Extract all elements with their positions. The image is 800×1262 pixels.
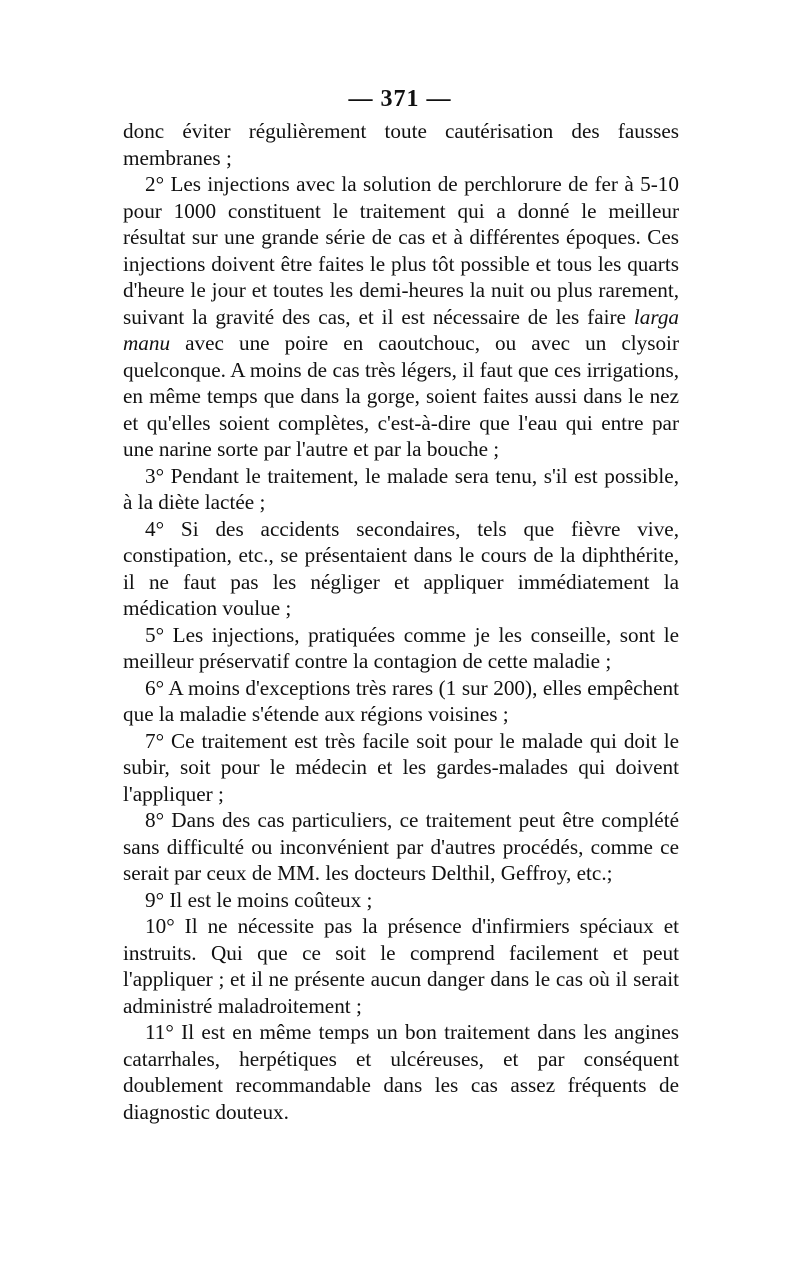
paragraph-item-4: 4° Si des accidents secondaires, tels que fièvre vive, constipation, etc., se présentaient dans le cours de la diphthérite, il ne faut pas les négliger et appliquer immédiatement la médication voulue ; bbox=[123, 516, 679, 620]
paragraph-item-9: 9° Il est le moins coûteux ; bbox=[145, 887, 373, 912]
body-text bbox=[123, 118, 679, 1125]
paragraph-item-10: 10° Il ne nécessite pas la présence d'infirmiers spéciaux et instruits. Qui que ce soit le comprend facilement et peut l'appliquer ; et il ne présente aucun danger dans le cas où il serait administré maladroitement ; bbox=[123, 914, 679, 1018]
paragraph-text: avec une poire en caoutchouc, ou avec un clysoir quelconque. A moins de cas très légers, il faut que ces irrigations, en même temps que dans la gorge, soient faites aussi dans le nez et qu'elles soient complètes, c'est-à-dire que l'eau qui entre par une narine sorte par l'autre et par la bouche ; bbox=[123, 331, 680, 461]
paragraph-continuation: donc éviter régulièrement toute cautérisation des fausses membranes ; bbox=[123, 119, 679, 170]
paragraph-item-5: 5° Les injections, pratiquées comme je les conseille, sont le meilleur préservatif contre la contagion de cette maladie ; bbox=[123, 622, 679, 673]
latin-phrase: larga manu bbox=[123, 304, 680, 355]
paragraph-item-6: 6° A moins d'exceptions très rares (1 sur 200), elles empêchent que la maladie s'étende aux régions voisines ; bbox=[123, 675, 679, 726]
paragraph-text: 2° Les injections avec la solution de perchlorure de fer à 5-10 pour 1000 constituent le traitement qui a donné le meilleur résultat sur une grande série de cas et à différentes époques. Ces injections doivent être faites le plus tôt possible et tous les quarts d'heure le jour et toutes les demi-heures la nuit ou plus rarement, suivant la gravité des cas, et il est nécessaire de les faire bbox=[123, 172, 679, 329]
page-number: — 371 — bbox=[348, 86, 452, 112]
paragraph-item-3: 3° Pendant le traitement, le malade sera tenu, s'il est possible, à la diète lactée ; bbox=[123, 463, 679, 514]
paragraph-item-2 bbox=[123, 171, 679, 463]
paragraph-item-11: 11° Il est en même temps un bon traitement dans les angines catarrhales, herpétiques et ulcéreuses, et par conséquent doublement recommandable dans les cas assez fréquents de diagnostic douteux. bbox=[123, 1020, 679, 1124]
paragraph-item-8: 8° Dans des cas particuliers, ce traitement peut être complété sans difficulté ou inconvénient par d'autres procédés, comme ce serait par ceux de MM. les docteurs Delthil, Geffroy, etc.; bbox=[123, 808, 679, 885]
paragraph-item-7: 7° Ce traitement est très facile soit pour le malade qui doit le subir, soit pour le médecin et les gardes-malades qui doivent l'appliquer ; bbox=[123, 728, 679, 806]
